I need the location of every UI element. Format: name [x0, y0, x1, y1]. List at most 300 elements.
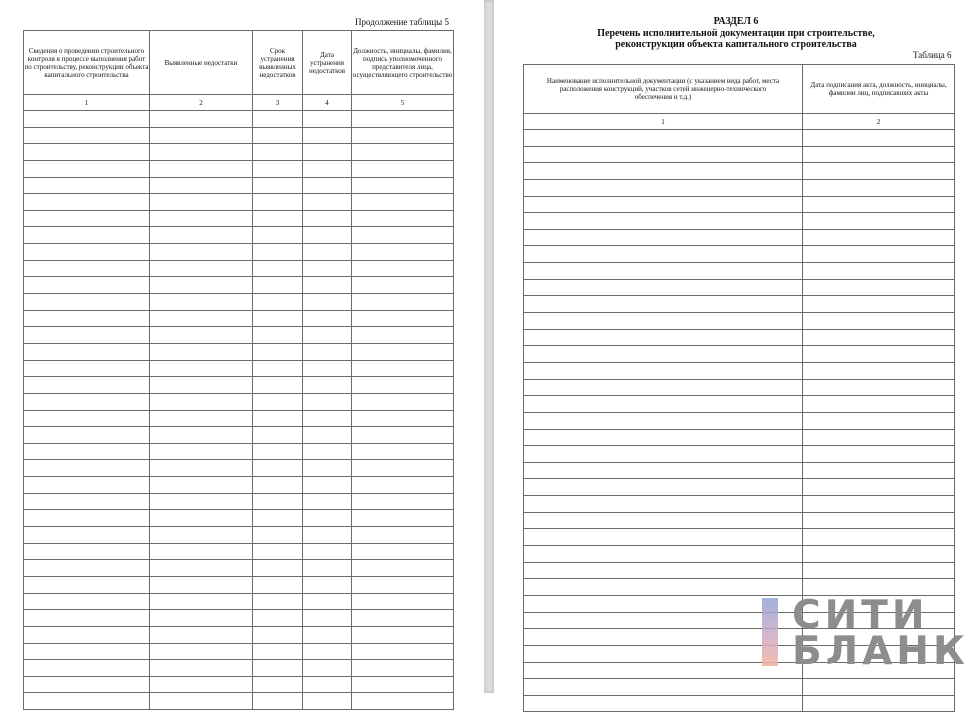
blank-cell[interactable] — [524, 612, 803, 629]
blank-cell[interactable] — [803, 263, 955, 280]
blank-cell[interactable] — [803, 529, 955, 546]
blank-cell[interactable] — [253, 660, 303, 677]
blank-cell[interactable] — [524, 529, 803, 546]
blank-cell[interactable] — [150, 393, 253, 410]
blank-cell[interactable] — [253, 377, 303, 394]
blank-cell[interactable] — [24, 127, 150, 144]
blank-cell[interactable] — [150, 127, 253, 144]
blank-cell[interactable] — [803, 130, 955, 147]
table-row — [524, 130, 955, 147]
blank-cell[interactable] — [150, 443, 253, 460]
blank-cell[interactable] — [24, 626, 150, 643]
blank-cell[interactable] — [150, 277, 253, 294]
blank-cell[interactable] — [524, 196, 803, 213]
blank-cell[interactable] — [24, 443, 150, 460]
blank-cell[interactable] — [803, 362, 955, 379]
blank-cell[interactable] — [803, 512, 955, 529]
blank-cell[interactable] — [253, 144, 303, 161]
blank-cell[interactable] — [253, 626, 303, 643]
blank-cell[interactable] — [524, 562, 803, 579]
table-row — [24, 643, 454, 660]
blank-cell[interactable] — [253, 194, 303, 211]
blank-cell[interactable] — [303, 393, 352, 410]
blank-cell[interactable] — [803, 213, 955, 230]
table-row — [24, 127, 454, 144]
blank-cell[interactable] — [524, 446, 803, 463]
blank-cell[interactable] — [303, 360, 352, 377]
blank-cell[interactable] — [253, 111, 303, 128]
blank-cell[interactable] — [803, 479, 955, 496]
blank-cell[interactable] — [352, 693, 454, 710]
blank-cell[interactable] — [352, 277, 454, 294]
blank-cell[interactable] — [524, 246, 803, 263]
column-number: 1 — [524, 114, 803, 130]
blank-cell[interactable] — [253, 477, 303, 494]
blank-cell[interactable] — [150, 144, 253, 161]
blank-cell[interactable] — [24, 393, 150, 410]
column-number: 2 — [803, 114, 955, 130]
table-row — [524, 163, 955, 180]
blank-cell[interactable] — [352, 310, 454, 327]
blank-cell[interactable] — [524, 313, 803, 330]
blank-cell[interactable] — [524, 462, 803, 479]
blank-cell[interactable] — [524, 346, 803, 363]
table-row — [24, 610, 454, 627]
blank-cell[interactable] — [303, 127, 352, 144]
blank-cell[interactable] — [303, 194, 352, 211]
table-row — [24, 160, 454, 177]
blank-cell[interactable] — [524, 279, 803, 296]
blank-cell[interactable] — [24, 576, 150, 593]
blank-cell[interactable] — [352, 111, 454, 128]
table-row — [524, 329, 955, 346]
table-row — [524, 296, 955, 313]
citiblank-logo — [762, 593, 969, 674]
blank-cell[interactable] — [303, 527, 352, 544]
blank-cell[interactable] — [24, 227, 150, 244]
blank-cell[interactable] — [150, 260, 253, 277]
blank-cell[interactable] — [24, 144, 150, 161]
table-row — [24, 676, 454, 693]
blank-cell[interactable] — [253, 277, 303, 294]
blank-cell[interactable] — [150, 160, 253, 177]
blank-cell[interactable] — [24, 244, 150, 261]
blank-cell[interactable] — [24, 310, 150, 327]
blank-cell[interactable] — [352, 510, 454, 527]
blank-cell[interactable] — [352, 626, 454, 643]
blank-cell[interactable] — [150, 327, 253, 344]
blank-cell[interactable] — [803, 313, 955, 330]
table-row — [524, 496, 955, 513]
blank-cell[interactable] — [524, 130, 803, 147]
table-row — [524, 412, 955, 429]
blank-cell[interactable] — [150, 360, 253, 377]
blank-cell[interactable] — [150, 660, 253, 677]
column-header: Наименование исполнительной документации (с указанием вида работ, места расположения конструкций, участков сетей инженерно-технического обеспечения и т.д.) — [524, 65, 803, 114]
blank-cell[interactable] — [253, 294, 303, 311]
blank-cell[interactable] — [303, 427, 352, 444]
blank-cell[interactable] — [150, 543, 253, 560]
blank-cell[interactable] — [24, 427, 150, 444]
blank-cell[interactable] — [303, 377, 352, 394]
blank-cell[interactable] — [524, 263, 803, 280]
blank-cell[interactable] — [253, 227, 303, 244]
blank-cell[interactable] — [303, 693, 352, 710]
blank-cell[interactable] — [150, 194, 253, 211]
blank-cell[interactable] — [150, 610, 253, 627]
blank-cell[interactable] — [803, 412, 955, 429]
blank-cell[interactable] — [524, 213, 803, 230]
blank-cell[interactable] — [303, 410, 352, 427]
blank-cell[interactable] — [803, 379, 955, 396]
blank-cell[interactable] — [303, 277, 352, 294]
blank-cell[interactable] — [24, 527, 150, 544]
blank-cell[interactable] — [24, 693, 150, 710]
blank-cell[interactable] — [253, 160, 303, 177]
blank-cell[interactable] — [150, 343, 253, 360]
blank-cell[interactable] — [352, 210, 454, 227]
blank-cell[interactable] — [803, 496, 955, 513]
blank-cell[interactable] — [524, 662, 803, 679]
blank-cell[interactable] — [303, 510, 352, 527]
blank-cell[interactable] — [352, 327, 454, 344]
book-gutter — [484, 0, 494, 693]
table-row — [24, 410, 454, 427]
blank-cell[interactable] — [803, 396, 955, 413]
blank-cell[interactable] — [352, 643, 454, 660]
blank-cell[interactable] — [352, 543, 454, 560]
table-row — [24, 260, 454, 277]
blank-cell[interactable] — [803, 196, 955, 213]
blank-cell[interactable] — [524, 412, 803, 429]
blank-cell[interactable] — [303, 260, 352, 277]
blank-cell[interactable] — [352, 443, 454, 460]
blank-cell[interactable] — [24, 177, 150, 194]
table-row — [524, 179, 955, 196]
blank-cell[interactable] — [253, 527, 303, 544]
blank-cell[interactable] — [24, 643, 150, 660]
blank-cell[interactable] — [24, 343, 150, 360]
blank-cell[interactable] — [524, 229, 803, 246]
column-number: 4 — [303, 95, 352, 111]
column-number-row — [524, 114, 955, 130]
table5-continuation-caption: Продолжение таблицы 5 — [355, 17, 449, 27]
blank-cell[interactable] — [253, 610, 303, 627]
blank-cell[interactable] — [253, 693, 303, 710]
table-row — [24, 360, 454, 377]
blank-cell[interactable] — [303, 676, 352, 693]
blank-cell[interactable] — [352, 477, 454, 494]
blank-cell[interactable] — [150, 477, 253, 494]
blank-cell[interactable] — [352, 343, 454, 360]
blank-cell[interactable] — [524, 695, 803, 712]
blank-cell[interactable] — [803, 429, 955, 446]
blank-cell[interactable] — [150, 210, 253, 227]
blank-cell[interactable] — [253, 543, 303, 560]
blank-cell[interactable] — [150, 410, 253, 427]
blank-cell[interactable] — [150, 244, 253, 261]
blank-cell[interactable] — [524, 163, 803, 180]
blank-cell[interactable] — [803, 229, 955, 246]
blank-cell[interactable] — [803, 179, 955, 196]
blank-cell[interactable] — [24, 327, 150, 344]
blank-cell[interactable] — [150, 294, 253, 311]
table-row — [24, 393, 454, 410]
blank-cell[interactable] — [352, 676, 454, 693]
table-row — [24, 460, 454, 477]
blank-cell[interactable] — [303, 310, 352, 327]
blank-cell[interactable] — [253, 127, 303, 144]
blank-cell[interactable] — [24, 210, 150, 227]
blank-cell[interactable] — [303, 626, 352, 643]
blank-cell[interactable] — [150, 111, 253, 128]
blank-cell[interactable] — [253, 360, 303, 377]
table-row — [24, 343, 454, 360]
blank-cell[interactable] — [24, 410, 150, 427]
blank-cell[interactable] — [24, 260, 150, 277]
blank-cell[interactable] — [303, 244, 352, 261]
blank-cell[interactable] — [150, 643, 253, 660]
blank-cell[interactable] — [524, 645, 803, 662]
blank-cell[interactable] — [352, 410, 454, 427]
blank-cell[interactable] — [524, 362, 803, 379]
blank-cell[interactable] — [803, 462, 955, 479]
blank-cell[interactable] — [24, 610, 150, 627]
blank-cell[interactable] — [303, 560, 352, 577]
blank-cell[interactable] — [524, 146, 803, 163]
blank-cell[interactable] — [253, 310, 303, 327]
table6-caption: Таблица 6 — [913, 50, 952, 60]
blank-cell[interactable] — [24, 660, 150, 677]
blank-cell[interactable] — [150, 560, 253, 577]
blank-cell[interactable] — [524, 629, 803, 646]
table-row — [524, 213, 955, 230]
blank-cell[interactable] — [253, 576, 303, 593]
blank-cell[interactable] — [150, 510, 253, 527]
blank-cell[interactable] — [24, 277, 150, 294]
blank-cell[interactable] — [24, 493, 150, 510]
blank-cell[interactable] — [150, 427, 253, 444]
column-number: 5 — [352, 95, 454, 111]
blank-cell[interactable] — [150, 576, 253, 593]
blank-cell[interactable] — [303, 643, 352, 660]
blank-cell[interactable] — [303, 144, 352, 161]
blank-cell[interactable] — [150, 227, 253, 244]
blank-cell[interactable] — [524, 429, 803, 446]
blank-cell[interactable] — [253, 427, 303, 444]
blank-cell[interactable] — [253, 244, 303, 261]
blank-cell[interactable] — [253, 210, 303, 227]
blank-cell[interactable] — [24, 377, 150, 394]
logo-gradient-bar — [762, 598, 778, 666]
blank-cell[interactable] — [303, 543, 352, 560]
table-row — [524, 313, 955, 330]
blank-cell[interactable] — [253, 560, 303, 577]
blank-cell[interactable] — [803, 279, 955, 296]
blank-cell[interactable] — [352, 244, 454, 261]
logo-line1: СИТИ — [792, 593, 929, 638]
blank-cell[interactable] — [253, 493, 303, 510]
blank-cell[interactable] — [352, 227, 454, 244]
blank-cell[interactable] — [303, 294, 352, 311]
table-row — [24, 493, 454, 510]
blank-cell[interactable] — [352, 493, 454, 510]
table-row — [524, 346, 955, 363]
blank-cell[interactable] — [524, 512, 803, 529]
blank-cell[interactable] — [253, 643, 303, 660]
blank-cell[interactable] — [253, 460, 303, 477]
blank-cell[interactable] — [803, 296, 955, 313]
blank-cell[interactable] — [303, 210, 352, 227]
blank-cell[interactable] — [303, 177, 352, 194]
blank-cell[interactable] — [303, 343, 352, 360]
blank-cell[interactable] — [150, 676, 253, 693]
blank-cell[interactable] — [303, 576, 352, 593]
blank-cell[interactable] — [303, 593, 352, 610]
blank-cell[interactable] — [803, 329, 955, 346]
blank-cell[interactable] — [24, 510, 150, 527]
table-row — [24, 210, 454, 227]
section-title-line2: реконструкции объекта капитального строительства — [615, 39, 857, 50]
blank-cell[interactable] — [150, 626, 253, 643]
blank-cell[interactable] — [253, 177, 303, 194]
table-row — [524, 479, 955, 496]
blank-cell[interactable] — [303, 443, 352, 460]
table-row — [524, 695, 955, 712]
blank-cell[interactable] — [24, 111, 150, 128]
blank-cell[interactable] — [150, 593, 253, 610]
blank-cell[interactable] — [24, 460, 150, 477]
blank-cell[interactable] — [303, 227, 352, 244]
blank-cell[interactable] — [352, 177, 454, 194]
blank-cell[interactable] — [524, 546, 803, 563]
blank-cell[interactable] — [352, 560, 454, 577]
blank-cell[interactable] — [352, 160, 454, 177]
blank-cell[interactable] — [803, 562, 955, 579]
blank-cell[interactable] — [253, 260, 303, 277]
blank-cell[interactable] — [24, 194, 150, 211]
blank-cell[interactable] — [24, 294, 150, 311]
blank-cell[interactable] — [303, 460, 352, 477]
blank-cell[interactable] — [352, 294, 454, 311]
blank-cell[interactable] — [150, 693, 253, 710]
blank-cell[interactable] — [352, 660, 454, 677]
blank-cell[interactable] — [253, 343, 303, 360]
blank-cell[interactable] — [24, 560, 150, 577]
blank-cell[interactable] — [803, 146, 955, 163]
blank-cell[interactable] — [24, 360, 150, 377]
blank-cell[interactable] — [524, 296, 803, 313]
blank-cell[interactable] — [352, 527, 454, 544]
blank-cell[interactable] — [524, 329, 803, 346]
blank-cell[interactable] — [352, 393, 454, 410]
table-row — [524, 146, 955, 163]
table-row — [524, 229, 955, 246]
blank-cell[interactable] — [303, 160, 352, 177]
blank-cell[interactable] — [524, 396, 803, 413]
blank-cell[interactable] — [150, 493, 253, 510]
blank-cell[interactable] — [803, 695, 955, 712]
blank-cell[interactable] — [352, 610, 454, 627]
column-number: 1 — [24, 95, 150, 111]
blank-cell[interactable] — [352, 377, 454, 394]
blank-cell[interactable] — [150, 177, 253, 194]
blank-cell[interactable] — [803, 546, 955, 563]
blank-cell[interactable] — [803, 446, 955, 463]
blank-cell[interactable] — [352, 360, 454, 377]
blank-cell[interactable] — [352, 194, 454, 211]
blank-cell[interactable] — [303, 493, 352, 510]
blank-cell[interactable] — [24, 160, 150, 177]
blank-cell[interactable] — [352, 260, 454, 277]
blank-cell[interactable] — [150, 310, 253, 327]
section-label: РАЗДЕЛ 6 — [713, 16, 759, 27]
blank-cell[interactable] — [253, 443, 303, 460]
blank-cell[interactable] — [24, 477, 150, 494]
blank-cell[interactable] — [803, 163, 955, 180]
blank-cell[interactable] — [303, 327, 352, 344]
blank-cell[interactable] — [524, 479, 803, 496]
blank-cell[interactable] — [253, 327, 303, 344]
blank-cell[interactable] — [24, 676, 150, 693]
blank-cell[interactable] — [524, 579, 803, 596]
logo-line2: БЛАНК — [792, 629, 969, 674]
blank-cell[interactable] — [24, 543, 150, 560]
blank-cell[interactable] — [253, 410, 303, 427]
blank-cell[interactable] — [352, 593, 454, 610]
blank-cell[interactable] — [352, 460, 454, 477]
blank-cell[interactable] — [253, 510, 303, 527]
column-header: Должность, инициалы, фамилия, подпись уполномоченного представителя лица, осуществляющего строительство — [352, 31, 454, 95]
table-row — [24, 593, 454, 610]
blank-cell[interactable] — [150, 377, 253, 394]
blank-cell[interactable] — [524, 496, 803, 513]
blank-cell[interactable] — [303, 660, 352, 677]
blank-cell[interactable] — [303, 610, 352, 627]
blank-cell[interactable] — [150, 527, 253, 544]
blank-cell[interactable] — [253, 593, 303, 610]
table-row — [24, 310, 454, 327]
blank-cell[interactable] — [303, 477, 352, 494]
table-row — [24, 111, 454, 128]
table-row — [24, 277, 454, 294]
blank-cell[interactable] — [524, 595, 803, 612]
blank-cell[interactable] — [524, 379, 803, 396]
blank-cell[interactable] — [524, 179, 803, 196]
table-row — [524, 263, 955, 280]
blank-cell[interactable] — [303, 111, 352, 128]
table-row — [24, 327, 454, 344]
table-row — [524, 396, 955, 413]
blank-cell[interactable] — [352, 427, 454, 444]
blank-cell[interactable] — [150, 460, 253, 477]
table-row — [24, 693, 454, 710]
blank-cell[interactable] — [24, 593, 150, 610]
table-row — [24, 527, 454, 544]
blank-cell[interactable] — [253, 676, 303, 693]
table-row — [24, 177, 454, 194]
column-header: Дата подписания акта, должность, инициалы, фамилии лиц, подписавших акты — [803, 65, 955, 114]
blank-cell[interactable] — [352, 576, 454, 593]
table-row — [24, 244, 454, 261]
blank-cell[interactable] — [803, 346, 955, 363]
table-row — [24, 660, 454, 677]
blank-cell[interactable] — [352, 127, 454, 144]
blank-cell[interactable] — [803, 246, 955, 263]
table-row — [524, 446, 955, 463]
blank-cell[interactable] — [352, 144, 454, 161]
blank-cell[interactable] — [253, 393, 303, 410]
